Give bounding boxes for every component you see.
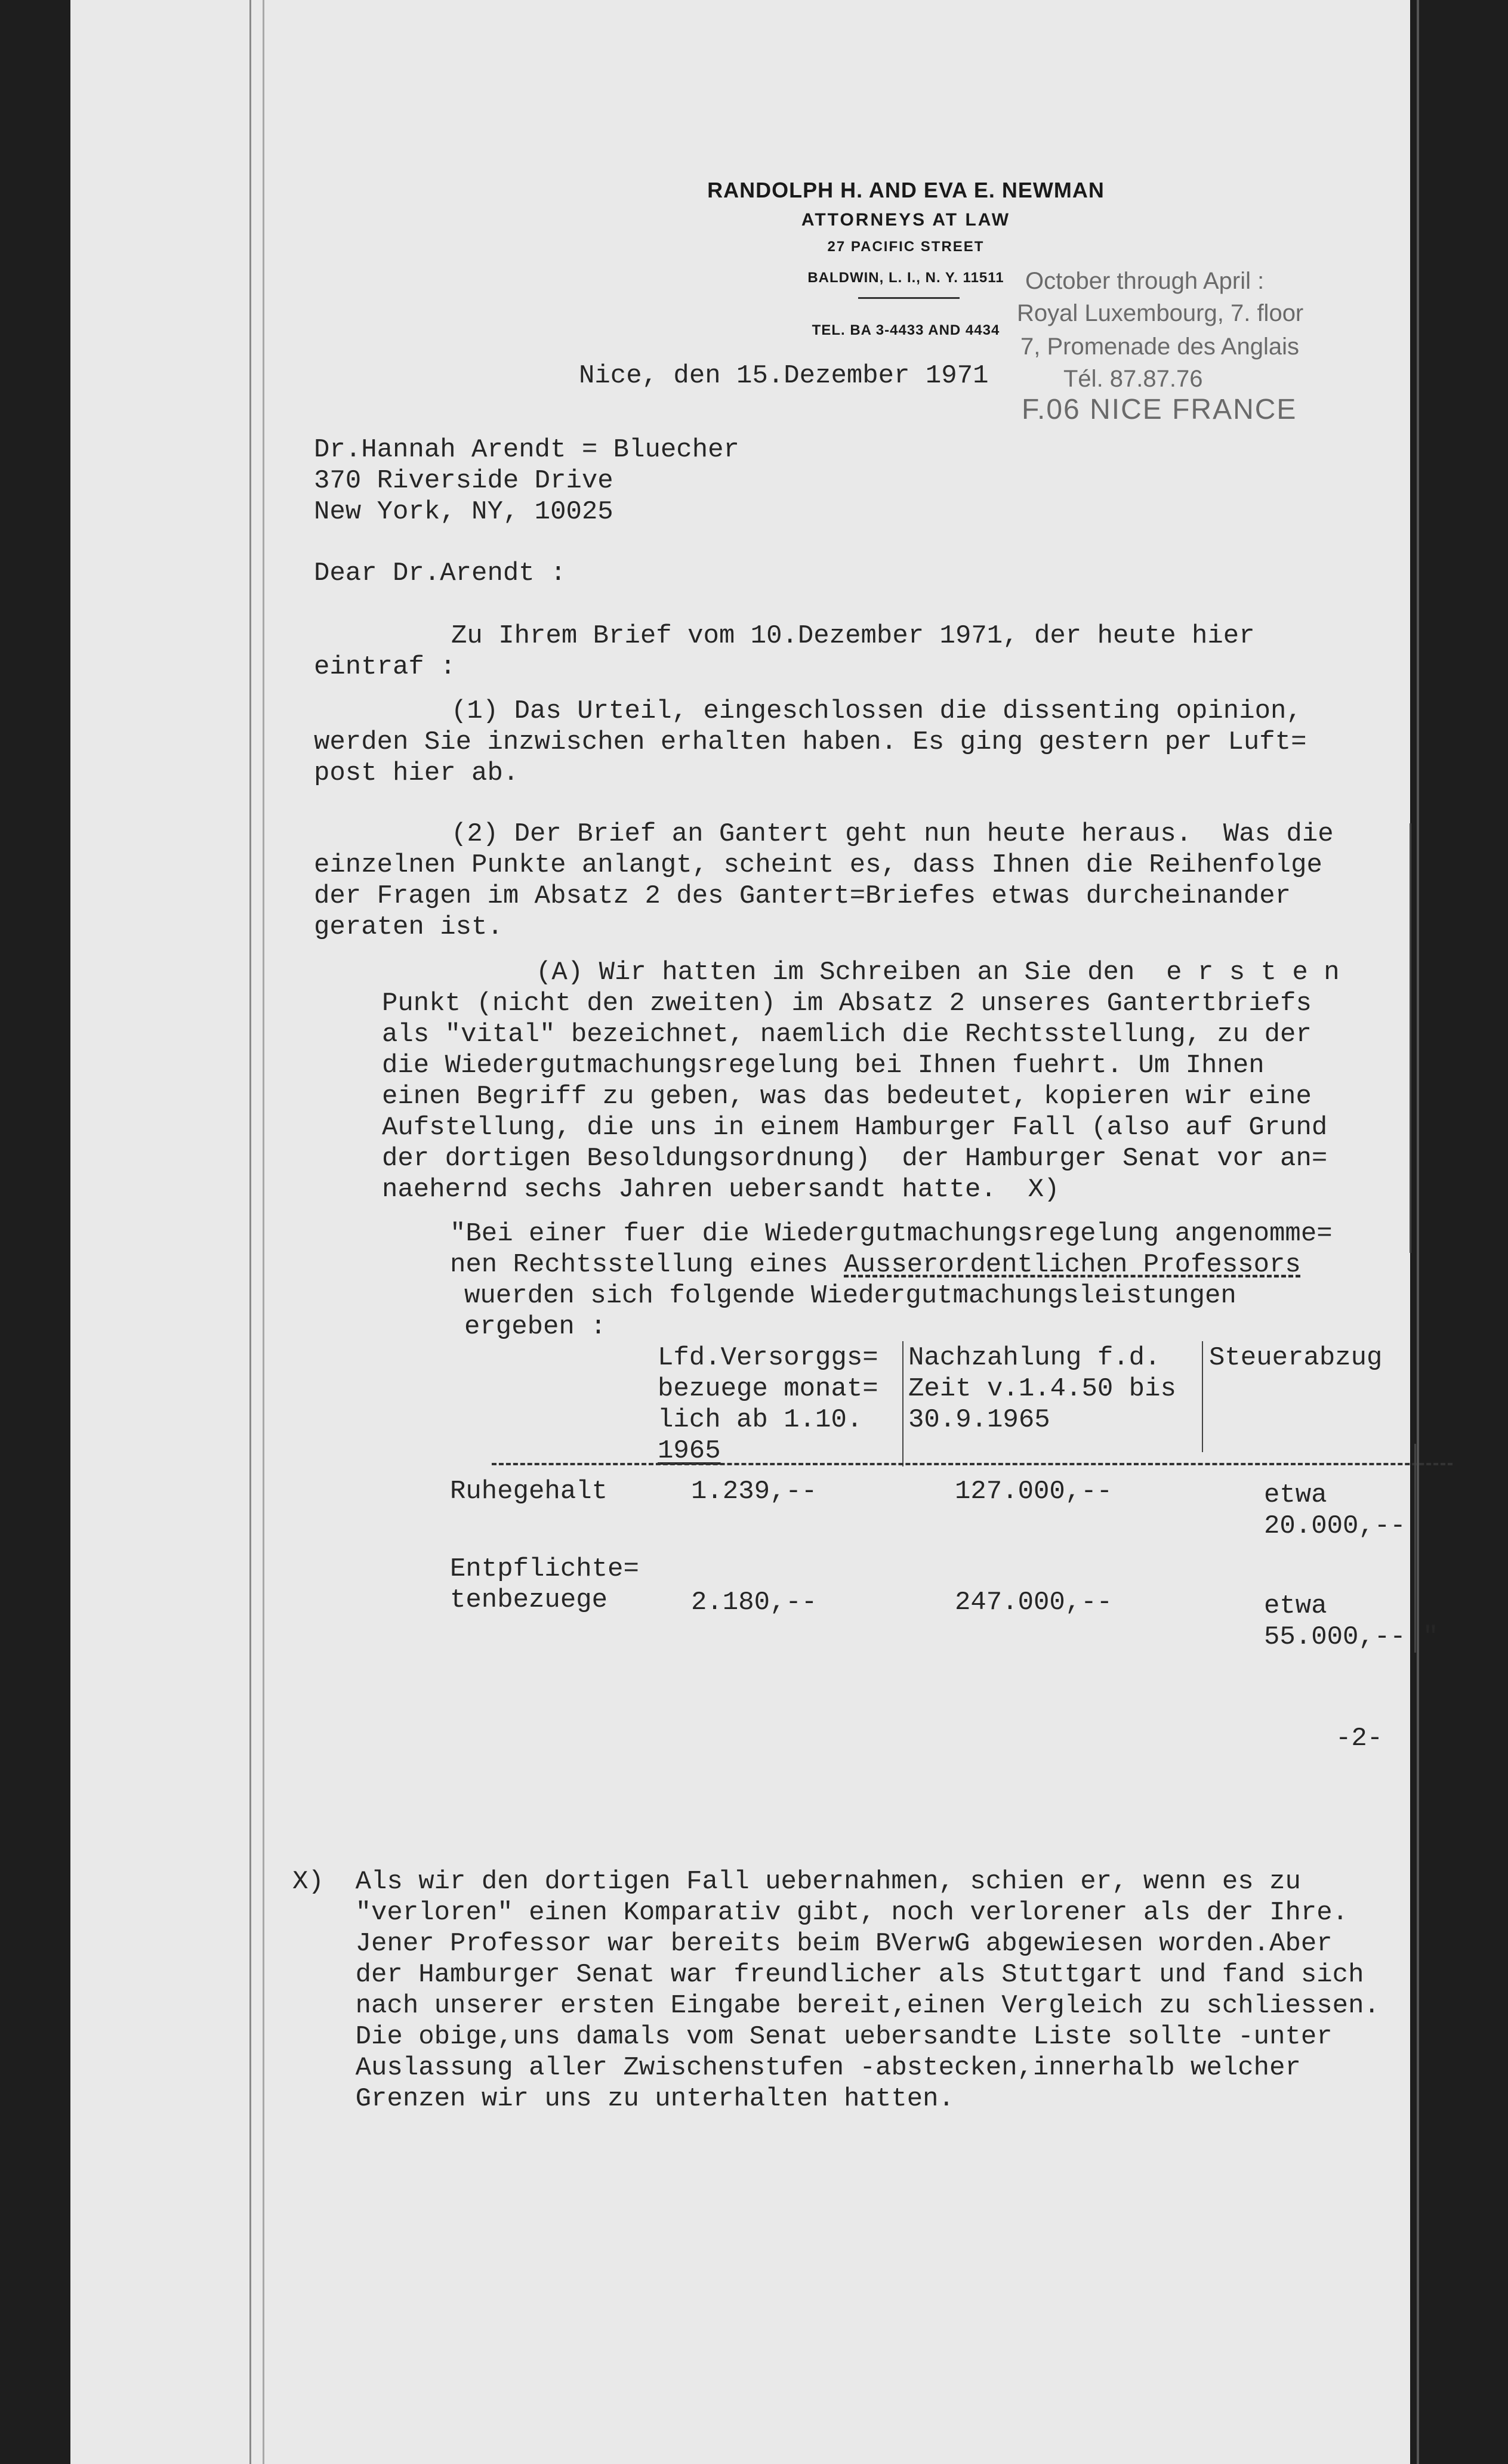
- table-header-rule: [492, 1463, 1453, 1465]
- col2-header-line-2: Zeit v.1.4.50 bis: [908, 1374, 1176, 1404]
- row2-monthly: 2.180,--: [691, 1588, 818, 1617]
- stamp-line-4: Tél. 87.87.76: [1063, 366, 1203, 392]
- letterhead-name: RANDOLPH H. AND EVA E. NEWMAN: [707, 178, 1105, 202]
- page-marker: -2-: [1336, 1724, 1383, 1753]
- footnote-line-6: Die obige,uns damals vom Senat uebersandte Liste sollte -unter: [292, 2022, 1333, 2052]
- para1-line-2: werden Sie inzwischen erhalten haben. Es ging gestern per Luft=: [314, 727, 1307, 757]
- stamp-line-3: 7, Promenade des Anglais: [1020, 334, 1299, 360]
- para2-margin-bar: [1410, 823, 1411, 1253]
- row2-tax-value: 55.000,--: [1264, 1622, 1406, 1652]
- footnote-line-4: der Hamburger Senat war freundlicher als Stuttgart und fand sich: [292, 1960, 1364, 1990]
- recipient-street: 370 Riverside Drive: [314, 466, 613, 496]
- right-margin-line: [1417, 0, 1419, 2464]
- row1-monthly: 1.239,--: [691, 1477, 818, 1506]
- para2-line-3: der Fragen im Absatz 2 des Gantert=Briefes etwas durcheinander: [314, 881, 1291, 911]
- table-divider-2: [1202, 1341, 1203, 1452]
- para1-line-1: (1) Das Urteil, eingeschlossen die dissenting opinion,: [451, 696, 1302, 726]
- footnote-line-8: Grenzen wir uns zu unterhalten hatten.: [292, 2084, 954, 2114]
- quote-line-2-text: nen Rechtsstellung eines: [450, 1250, 844, 1280]
- col3-header: Steuerabzug: [1209, 1343, 1383, 1373]
- col1-header-line-4: 1965: [658, 1436, 721, 1466]
- col2-header-line-1: Nachzahlung f.d.: [908, 1343, 1161, 1373]
- row1-tax-prefix: etwa: [1264, 1480, 1327, 1510]
- para2-line-1: (2) Der Brief an Gantert geht nun heute heraus. Was die: [451, 819, 1334, 849]
- letterhead-tel: TEL. BA 3-4433 AND 4434: [812, 322, 1000, 338]
- letterhead-street: 27 PACIFIC STREET: [827, 239, 985, 255]
- paraA-line-1: (A) Wir hatten im Schreiben an Sie den e r s t e n: [536, 958, 1340, 987]
- row2-tax-prefix: etwa: [1264, 1591, 1327, 1621]
- quote-line-1: "Bei einer fuer die Wiedergutmachungsregelung angenomme=: [450, 1219, 1333, 1249]
- footnote-line-1: X) Als wir den dortigen Fall uebernahmen, schien er, wenn es zu: [292, 1867, 1301, 1897]
- left-margin-line: [249, 0, 251, 2464]
- row2-label-line-1: Entpflichte=: [450, 1554, 639, 1584]
- salutation: Dear Dr.Arendt :: [314, 558, 566, 588]
- col1-header-line-2: bezuege monat=: [658, 1374, 878, 1404]
- stamp-line-5: F.06 NICE FRANCE: [1022, 394, 1297, 425]
- left-margin-line-inner: [263, 0, 264, 2464]
- col2-header-line-3: 30.9.1965: [908, 1405, 1050, 1435]
- paraA-line-7: der dortigen Besoldungsordnung) der Hamburger Senat vor an=: [382, 1144, 1328, 1174]
- para2-line-4: geraten ist.: [314, 912, 503, 942]
- paraA-line-8: naehernd sechs Jahren uebersandt hatte. X): [382, 1175, 1060, 1205]
- row2-label-line-2: tenbezuege: [450, 1585, 608, 1615]
- quote-line-2: [450, 1249, 1301, 1280]
- letterhead-city: BALDWIN, L. I., N. Y. 11511: [807, 270, 1004, 286]
- paraA-line-6: Aufstellung, die uns in einem Hamburger Fall (also auf Grund: [382, 1113, 1328, 1143]
- letter-page: [70, 0, 1439, 2464]
- paraA-line-3: als "vital" bezeichnet, naemlich die Rechtsstellung, zu der: [382, 1020, 1312, 1049]
- footnote-line-3: Jener Professor war bereits beim BVerwG abgewiesen worden.Aber: [292, 1929, 1333, 1959]
- stamp-line-1: October through April :: [1025, 268, 1265, 294]
- paraA-line-4: die Wiedergutmachungsregelung bei Ihnen fuehrt. Um Ihnen: [382, 1051, 1265, 1080]
- row1-back-pay: 127.000,--: [955, 1477, 1113, 1506]
- para1-line-3: post hier ab.: [314, 758, 519, 788]
- row1-label: Ruhegehalt: [450, 1477, 608, 1506]
- paraA-line-5: einen Begriff zu geben, was das bedeutet, kopieren wir eine: [382, 1082, 1312, 1111]
- table-margin-bar: [1414, 1444, 1416, 1653]
- quote-line-4: ergeben :: [464, 1312, 606, 1342]
- row1-tax-value: 20.000,--: [1264, 1511, 1406, 1541]
- letterhead-profession: ATTORNEYS AT LAW: [801, 210, 1011, 230]
- para2-line-2: einzelnen Punkte anlangt, scheint es, dass Ihnen die Reihenfolge: [314, 850, 1322, 880]
- footnote-line-2: "verloren" einen Komparativ gibt, noch verlorener als der Ihre.: [292, 1898, 1349, 1928]
- quote-underlined-title: Ausserordentlichen Professors: [844, 1250, 1301, 1280]
- quote-line-3: wuerden sich folgende Wiedergutmachungsleistungen: [464, 1281, 1236, 1311]
- row2-back-pay: 247.000,--: [955, 1588, 1113, 1617]
- recipient-city: New York, NY, 10025: [314, 497, 613, 527]
- footnote-line-7: Auslassung aller Zwischenstufen -abstecken,innerhalb welcher: [292, 2053, 1301, 2083]
- intro-line-2: eintraf :: [314, 652, 456, 682]
- closing-quote-mark: ": [1423, 1622, 1439, 1652]
- col1-header-line-3: lich ab 1.10.: [658, 1405, 863, 1435]
- col1-header-line-1: Lfd.Versorggs=: [658, 1343, 878, 1373]
- letterhead-rule: [858, 297, 960, 299]
- table-divider-1: [902, 1341, 903, 1466]
- paraA-line-2: Punkt (nicht den zweiten) im Absatz 2 unseres Gantertbriefs: [382, 989, 1312, 1018]
- stamp-line-2: Royal Luxembourg, 7. floor: [1017, 300, 1304, 326]
- recipient-name: Dr.Hannah Arendt = Bluecher: [314, 435, 739, 465]
- intro-line-1: Zu Ihrem Brief vom 10.Dezember 1971, der heute hier: [451, 621, 1255, 651]
- date-line: Nice, den 15.Dezember 1971: [579, 361, 989, 391]
- footnote-line-5: nach unserer ersten Eingabe bereit,einen Vergleich zu schliessen.: [292, 1991, 1380, 2021]
